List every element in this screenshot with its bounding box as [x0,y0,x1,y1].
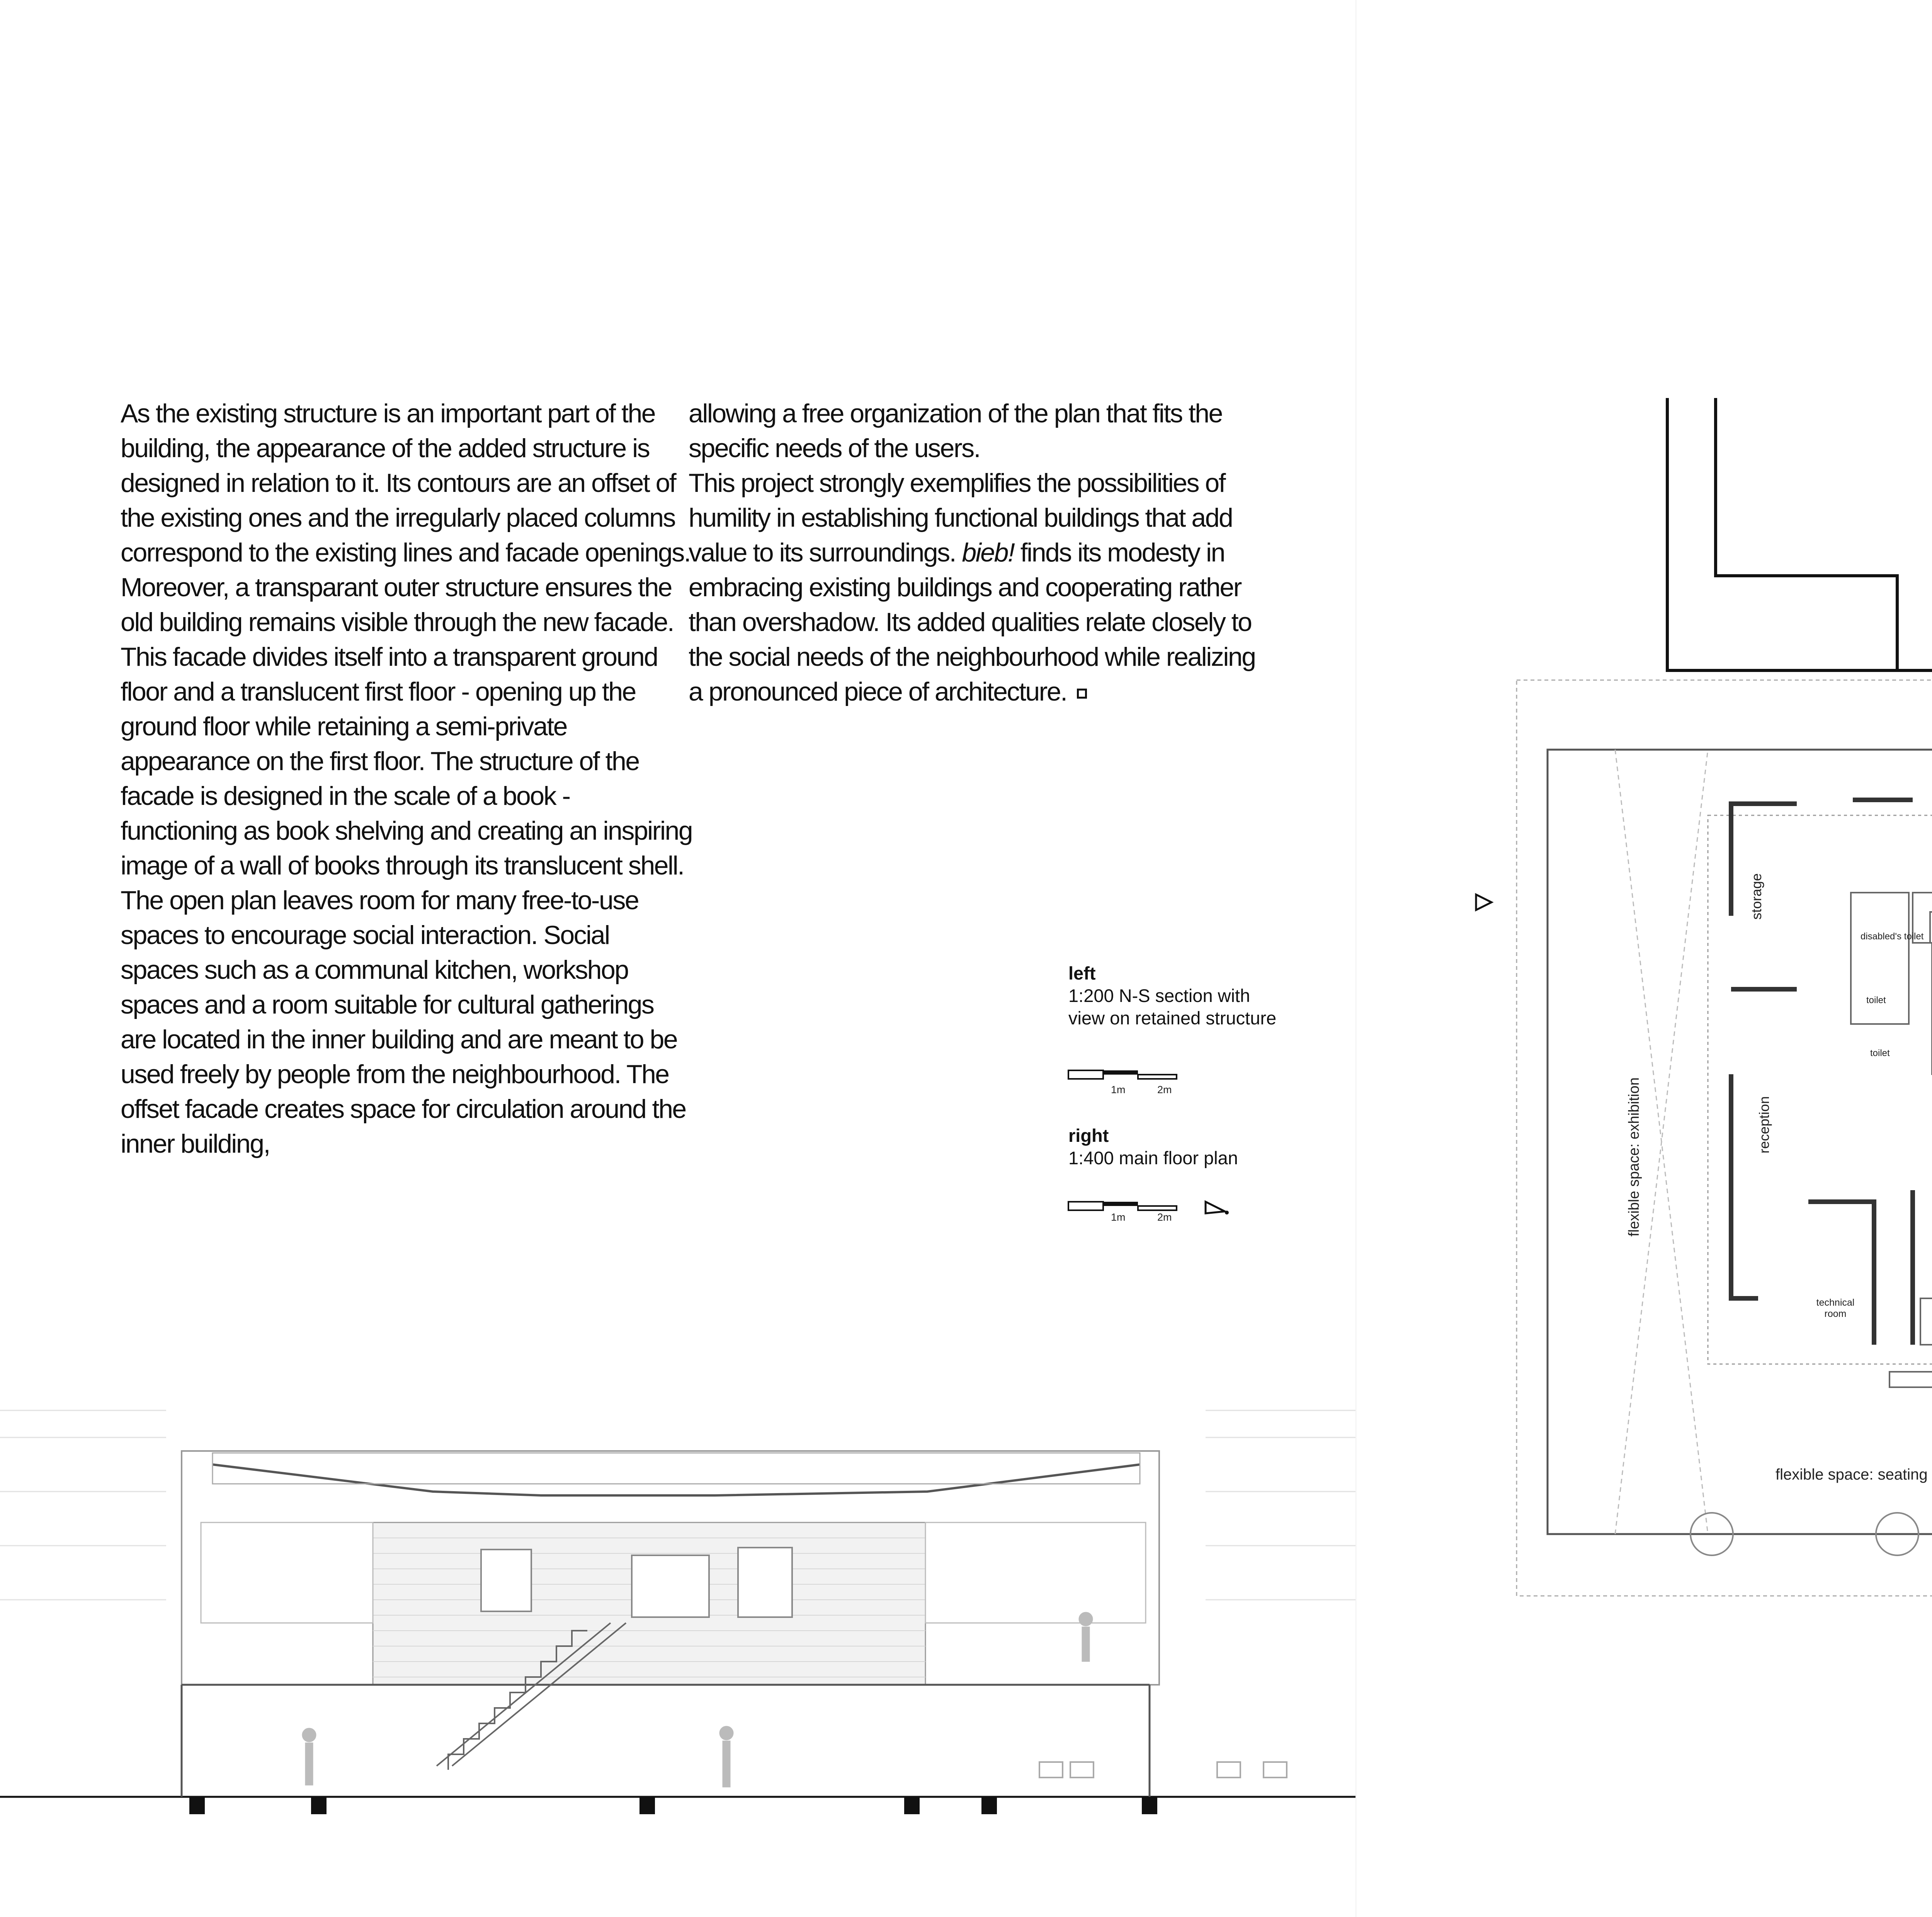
text-column-1 [121,396,692,1161]
scale-label: 2m [1157,1084,1172,1095]
room-label: flexible space: exhibition [1626,1077,1642,1237]
caption-right [1068,1124,1277,1169]
body-paragraph: This project strongly exemplifies the possibilities of humility in establishing functional buildings that add value to its surroundings. bieb! finds its modesty in embracing existing buildings and cooperating rather than overshadow. Its added qualities relate closely to the social needs of the neighbourhood while realizing a pronounced piece of architecture. [689,468,1255,706]
scale-bar-right [1068,1202,1231,1233]
caption-text: 1:400 main floor plan [1068,1148,1238,1168]
scale-label: 2m [1157,1211,1172,1223]
body-paragraph: The open plan leaves room for many free-to-use spaces to encourage social interaction. Social spaces such as a communal kitchen, workshop spaces and a room suitable for cultural gatherings are located in the inner building and are meant to be used freely by people from the neighbourhood. The offset facade creates space for circulation around the inner building, [121,886,686,1158]
caption-title: left [1068,963,1096,983]
body-paragraph: As the existing structure is an important part of the building, the appearance of the added structure is designed in relation to it. Its contours are an offset of the existing ones and the irregularly placed columns correspond to the existing lines and facade openings. Moreover, a transparant outer structure ensures the old building remains visible through the new facade. This facade divides itself into a transparent ground floor and a translucent first floor - opening up the ground floor while retaining a semi-private appearance on the first floor. The structure of the facade is designed in the scale of a book - functioning as book shelving and creating an inspiring image of a wall of books through its translucent shell. [121,399,692,880]
caption-text: 1:200 N-S section with view on retained structure [1068,985,1277,1028]
page-gutter [1355,0,1357,1917]
text-column-2 [689,396,1260,709]
body-paragraph: allowing a free organization of the plan that fits the specific needs of the users. [689,399,1222,463]
end-mark-icon [1077,689,1087,699]
project-name: bieb! [962,538,1014,567]
caption-title: right [1068,1125,1109,1146]
caption-left [1068,962,1277,1029]
room-label: disabled's toilet [1861,931,1924,942]
room-label: storage [1748,873,1764,920]
scale-label: 1m [1111,1084,1126,1095]
floor-plan [1461,398,1932,1650]
room-label: technical room [1816,1297,1855,1319]
room-label: toilet [1866,995,1886,1005]
room-label: flexible space: seating [1776,1466,1928,1483]
room-label: toilet [1870,1048,1890,1058]
room-label: reception [1756,1096,1772,1153]
section-drawing [0,1376,1355,1839]
scale-label: 1m [1111,1211,1126,1223]
